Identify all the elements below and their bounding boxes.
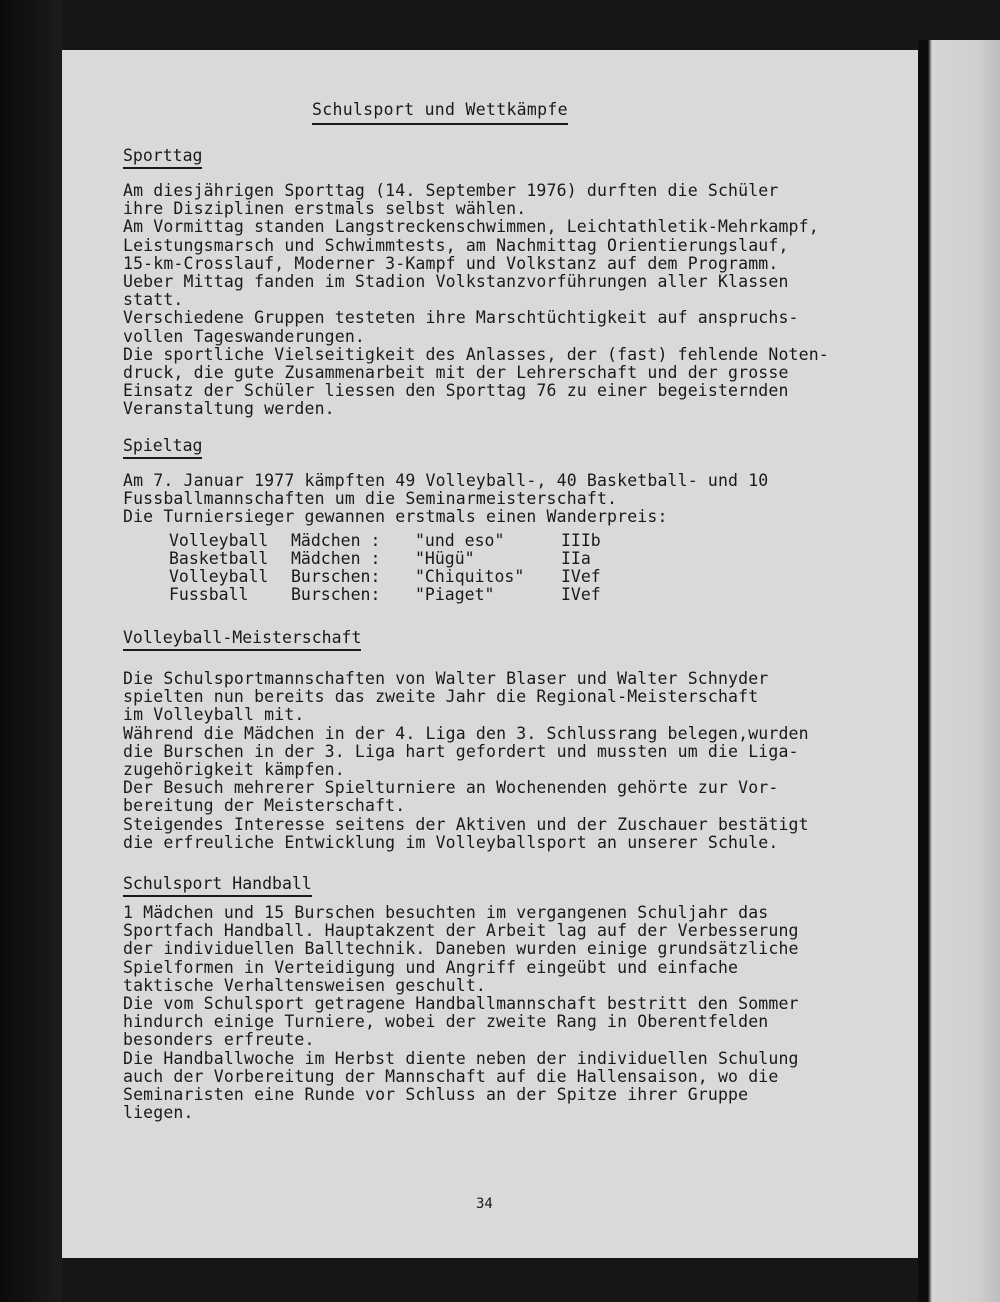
section-volleyball-meisterschaft <box>123 628 913 852</box>
winner-sport: Fussball <box>169 585 249 605</box>
winner-sport: Volleyball <box>169 530 269 550</box>
section-heading: Schulsport Handball <box>123 875 312 897</box>
table-row <box>169 532 601 550</box>
winner-group: Mädchen : <box>291 530 381 550</box>
document-page <box>62 50 918 1258</box>
table-row <box>169 550 601 568</box>
next-page-edge <box>918 40 1000 1302</box>
winner-class: IIa <box>561 548 591 568</box>
winner-group: Burschen: <box>291 567 381 587</box>
section-sporttag <box>123 146 913 419</box>
winner-class: IVef <box>561 585 601 605</box>
table-row <box>169 568 601 586</box>
winner-group: Burschen: <box>291 585 381 605</box>
winner-group: Mädchen : <box>291 548 381 568</box>
winner-class: IVef <box>561 567 601 587</box>
section-heading: Spieltag <box>123 437 202 459</box>
section-text: Die Schulsportmannschaften von Walter Blaser und Walter Schnyder spielten nun bereits das zweite Jahr die Regional-Meisterschaft im Volleyball mit. Während die Mädchen in der 4. Liga den 3. Schlussrang belegen,wurden die Burschen in der 3. Liga hart gefordert und mussten um die Liga- zugehörigkeit kämpfen. Der Besuch mehrerer Spielturniere an Wochenenden gehörte zur Vor- bereitung der Meisterschaft. Steigendes Interesse seitens der Aktiven und der Zuschauer bestätigt die erfreuliche Entwicklung im Volleyballsport an unserer Schule. <box>123 669 809 852</box>
section-text: 1 Mädchen und 15 Burschen besuchten im vergangenen Schuljahr das Sportfach Handball. Hauptakzent der Arbeit lag auf der Verbesserung der individuellen Balltechnik. Daneben wurden einige grundsätzliche Spielformen in Verteidigung und Angriff eingeübt und einfache taktische Verhaltensweisen geschult. Die vom Schulsport getragene Handballmannschaft bestritt den Sommer hindurch einige Turniere, wobei der zweite Rang in Oberentfelden besonders erfreute. Die Handballwoche im Herbst diente neben der individuellen Schulung auch der Vorbereitung der Mannschaft auf die Hallensaison, wo die Seminaristen eine Runde vor Schluss an der Spitze ihrer Gruppe liegen. <box>123 903 799 1123</box>
winner-team: "und eso" <box>415 530 505 550</box>
page-title: Schulsport und Wettkämpfe <box>312 100 568 125</box>
section-text: Am diesjährigen Sporttag (14. September 1976) durften die Schüler ihre Disziplinen erstmals selbst wählen. Am Vormittag standen Langstreckenschwimmen, Leichtathletik-Mehrkampf, Leistungsmarsch und Schwimmtests, am Nachmittag Orientierungslauf, 15-km-Crosslauf, Moderner 3-Kampf und Volkstanz auf dem Programm. Ueber Mittag fanden im Stadion Volkstanzvorführungen aller Klassen statt. Verschiedene Gruppen testeten ihre Marschtüchtigkeit auf anspruchs- vollen Tageswanderungen. Die sportliche Vielseitigkeit des Anlasses, der (fast) fehlende Noten- druck, die gute Zusammenarbeit mit der Lehrerschaft und der grosse Einsatz der Schüler liessen den Sporttag 76 zu einer begeisternden Veranstaltung werden. <box>123 181 829 419</box>
table-row <box>169 586 601 604</box>
winner-team: "Chiquitos" <box>415 567 525 587</box>
winner-sport: Basketball <box>169 548 269 568</box>
section-heading: Sporttag <box>123 147 202 169</box>
winner-team: "Hügü" <box>415 548 475 568</box>
page-number: 34 <box>476 1196 493 1212</box>
scan-background-left <box>0 0 62 1302</box>
section-heading: Volleyball-Meisterschaft <box>123 629 361 651</box>
section-text: Am 7. Januar 1977 kämpften 49 Volleyball-, 40 Basketball- und 10 Fussballmannschaften um die Seminarmeisterschaft. Die Turniersieger gewannen erstmals einen Wanderpreis: <box>123 471 769 527</box>
section-schulsport-handball <box>123 874 913 1122</box>
winner-class: IIIb <box>561 530 601 550</box>
winner-team: "Piaget" <box>415 585 495 605</box>
winner-sport: Volleyball <box>169 567 269 587</box>
winners-table <box>169 532 601 605</box>
section-spieltag <box>123 436 913 604</box>
